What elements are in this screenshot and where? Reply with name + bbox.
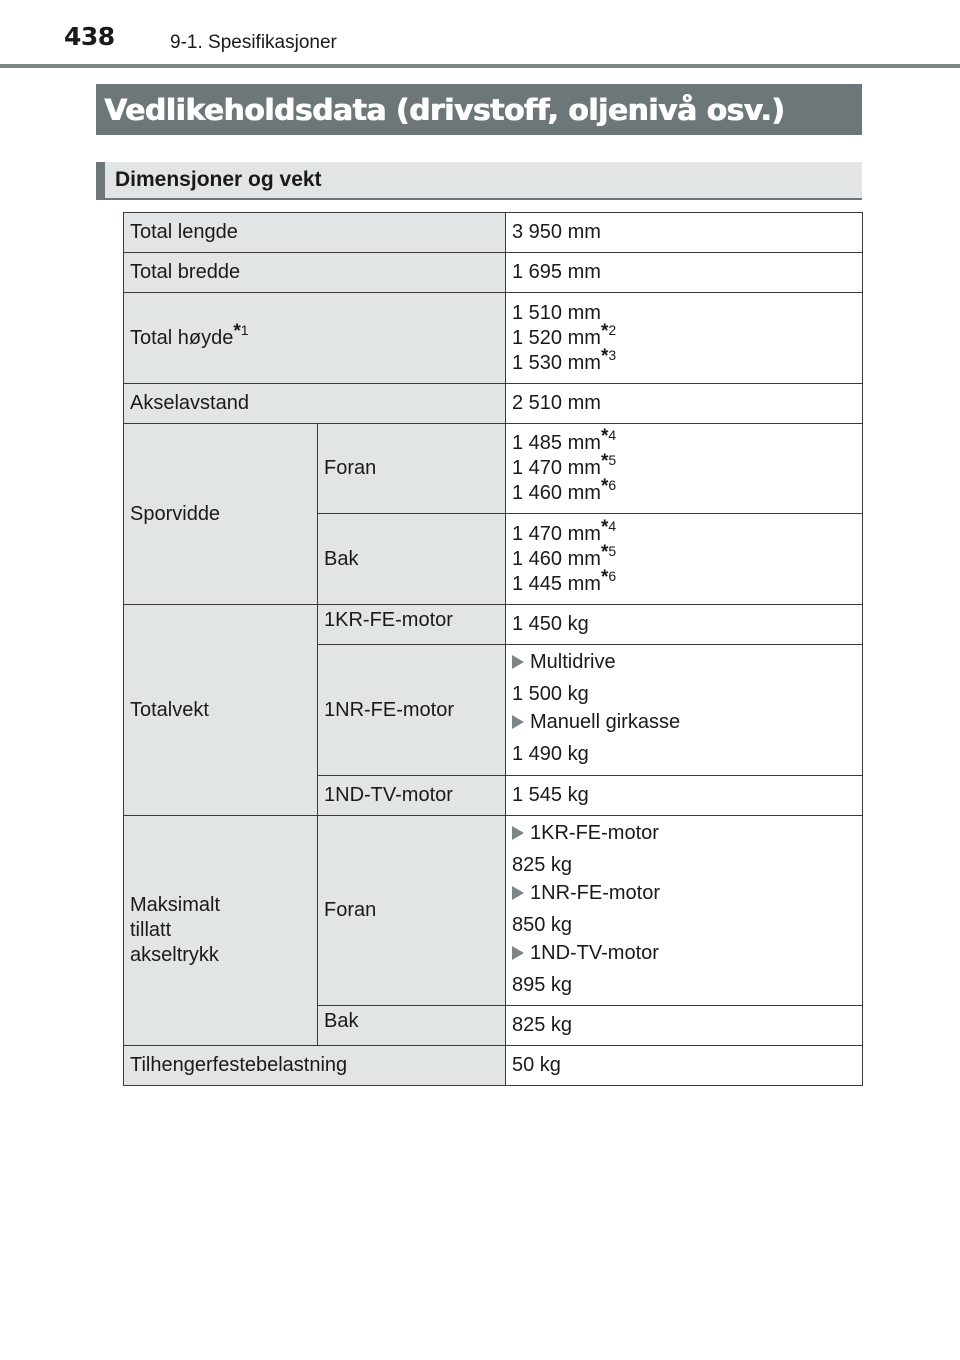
value-line: 1 460 mm$^{*5}$ (512, 541, 617, 570)
specs-table (123, 212, 863, 1086)
table-row (124, 605, 863, 645)
value-line: 1 520 mm$^{*2}$ (512, 320, 617, 349)
table-row (124, 816, 863, 1006)
option-value: 895 kg (512, 973, 573, 996)
option-bullet: 1ND-TV-motor (512, 941, 856, 966)
option-bullet: 1KR-FE-motor (512, 821, 856, 846)
sub-label: 1KR-FE-motor (318, 605, 506, 645)
footnote-marker: *4 (600, 516, 617, 538)
row-label: Total bredde (124, 253, 506, 293)
footnote-marker: *6 (600, 476, 617, 497)
row-value (506, 514, 863, 605)
table-row (124, 253, 863, 293)
footnote-marker: *3 (600, 345, 617, 367)
page-number: 438 (64, 22, 115, 51)
row-value: 50 kg (506, 1046, 863, 1086)
row-value: 1 695 mm (506, 253, 863, 293)
page-header (0, 0, 960, 68)
triangle-bullet-icon (512, 946, 524, 960)
sub-label: 1ND-TV-motor (318, 776, 506, 816)
row-value (506, 645, 863, 776)
sub-label: 1NR-FE-motor (318, 645, 506, 776)
title-bar (96, 84, 862, 135)
option-bullet: Manuell girkasse (512, 710, 856, 735)
sub-label: Bak (318, 514, 506, 605)
row-label: Totalvekt (124, 605, 318, 816)
value-line: 1 445 mm$^{*6}$ (512, 566, 617, 595)
option-bullet: Multidrive (512, 650, 856, 675)
row-value: 1 545 kg (506, 776, 863, 816)
sub-label: Foran (318, 424, 506, 514)
footnote-marker: *2 (600, 320, 617, 342)
row-label: Akselavstand (124, 384, 506, 424)
row-label: Maksimalt tillatt akseltrykk (124, 816, 318, 1046)
row-value: 1 450 kg (506, 605, 863, 645)
triangle-bullet-icon (512, 715, 524, 729)
row-label: Tilhengerfestebelastning (124, 1046, 506, 1086)
row-value: 825 kg (506, 1006, 863, 1046)
option-value: 1 500 kg (512, 683, 589, 705)
table-row (124, 424, 863, 514)
value-line: 1 470 mm$^{*5}$ (512, 451, 617, 479)
footnote-marker: *5 (600, 541, 617, 563)
row-label (124, 293, 506, 384)
footnote-marker: *5 (600, 451, 617, 472)
option-value: 850 kg (512, 913, 573, 936)
page-title: Vedlikeholdsdata (drivstoff, oljenivå osv.) (104, 92, 785, 127)
sub-label: Foran (318, 816, 506, 1006)
table-row (124, 213, 863, 253)
triangle-bullet-icon (512, 655, 524, 669)
subtitle-bar (96, 162, 862, 200)
label-text: Total høyde (130, 326, 234, 349)
row-value (506, 424, 863, 514)
footnote-marker: *4 (600, 426, 617, 447)
footnote-marker: *1 (233, 320, 249, 342)
option-value: 825 kg (512, 853, 573, 876)
row-value: 2 510 mm (506, 384, 863, 424)
option-bullet: 1NR-FE-motor (512, 881, 856, 906)
option-value: 1 490 kg (512, 743, 589, 765)
row-value: 3 950 mm (506, 213, 863, 253)
row-value (506, 293, 863, 384)
row-label: Sporvidde (124, 424, 318, 605)
value-line: 1 530 mm$^{*3}$ (512, 345, 617, 374)
table-row (124, 1046, 863, 1086)
value-line: 1 470 mm$^{*4}$ (512, 516, 617, 545)
value-line: 1 510 mm (512, 301, 601, 324)
section-title: 9-1. Spesifikasjoner (170, 32, 337, 53)
triangle-bullet-icon (512, 826, 524, 840)
section-subtitle: Dimensjoner og vekt (115, 168, 322, 191)
sub-label: Bak (318, 1006, 506, 1046)
row-value (506, 816, 863, 1006)
triangle-bullet-icon (512, 886, 524, 900)
value-line: 1 485 mm$^{*4}$ (512, 426, 617, 454)
value-line: 1 460 mm$^{*6}$ (512, 476, 617, 504)
header-rule (0, 64, 960, 68)
footnote-marker: *6 (600, 566, 617, 588)
table-row (124, 293, 863, 384)
row-label: Total lengde (124, 213, 506, 253)
table-row (124, 384, 863, 424)
